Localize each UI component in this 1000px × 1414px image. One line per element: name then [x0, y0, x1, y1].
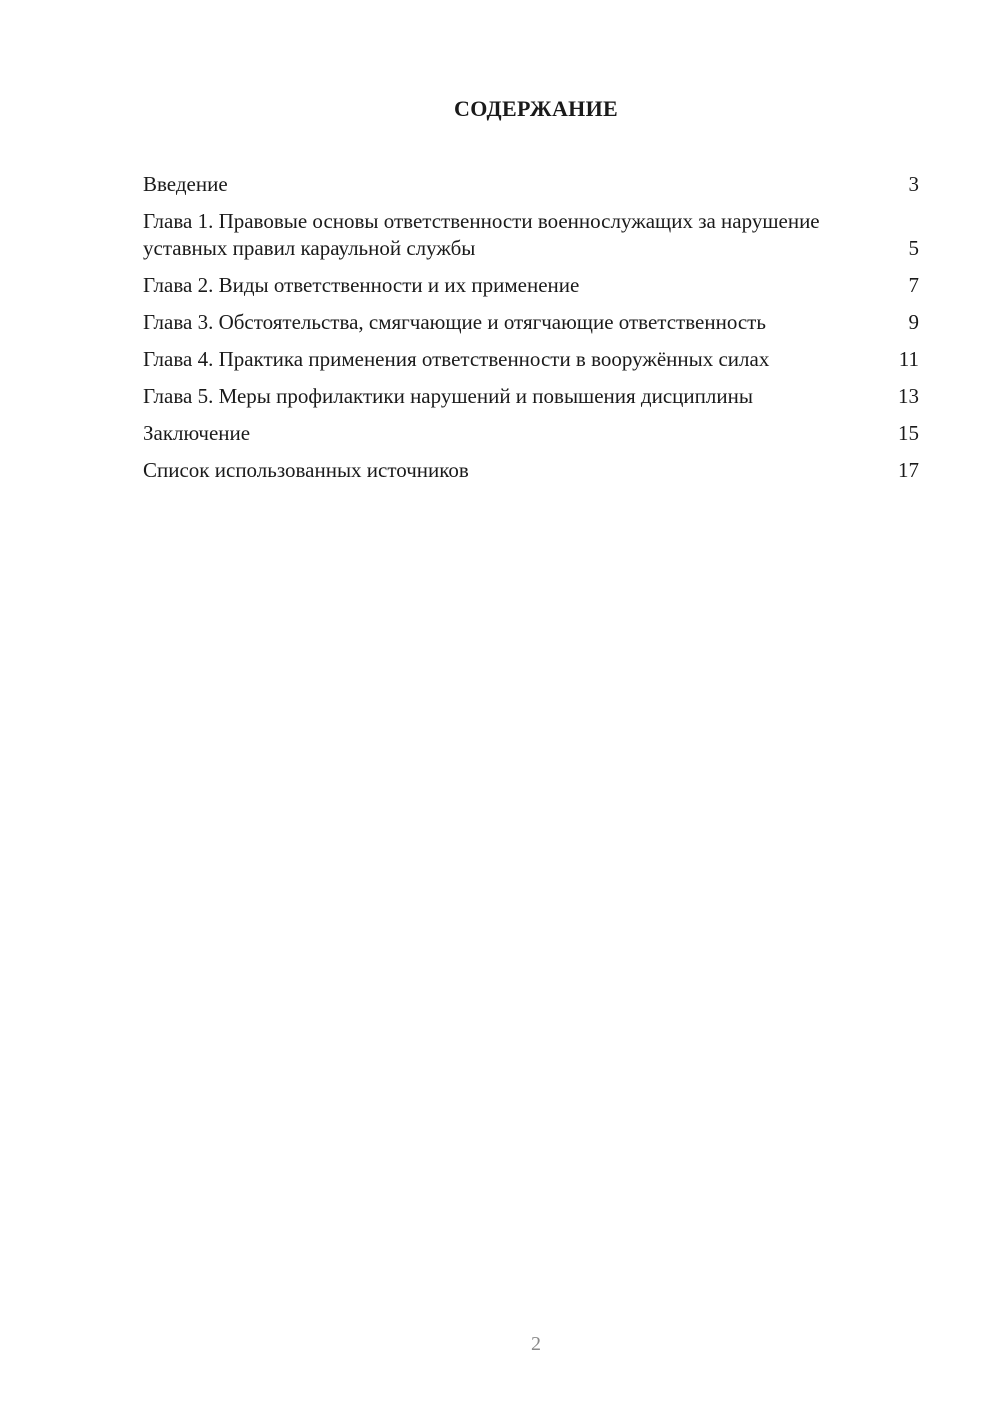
- toc-entry-label: Глава 3. Обстоятельства, смягчающие и отягчающие ответственность: [143, 310, 766, 334]
- table-of-contents: [143, 171, 919, 494]
- toc-entry-label: Глава 1. Правовые основы ответственности военнослужащих за нарушение уставных правил караульной службы: [143, 209, 820, 260]
- toc-entry-label: Заключение: [143, 421, 251, 445]
- toc-entry-chapter-2: [143, 272, 919, 299]
- toc-entry-page: 15: [898, 421, 919, 445]
- toc-entry-label: Глава 4. Практика применения ответственности в вооружённых силах: [143, 347, 770, 371]
- toc-entry-chapter-1: [143, 208, 919, 262]
- page-number: 2: [531, 1333, 541, 1355]
- toc-entry-chapter-5: [143, 383, 919, 410]
- toc-entry-label: Список использованных источников: [143, 458, 469, 482]
- toc-entry-page: 5: [908, 236, 919, 260]
- toc-entry-page: 13: [898, 384, 919, 408]
- toc-entry-references: [143, 457, 919, 484]
- toc-entry-page: 9: [908, 310, 919, 334]
- toc-entry-page: 17: [898, 458, 919, 482]
- toc-entry-label: Глава 5. Меры профилактики нарушений и повышения дисциплины: [143, 384, 753, 408]
- toc-entry-page: 7: [908, 273, 919, 297]
- toc-entry-chapter-4: [143, 346, 919, 373]
- toc-entry-chapter-3: [143, 309, 919, 336]
- toc-entry-conclusion: [143, 420, 919, 447]
- toc-entry-label: Введение: [143, 172, 228, 196]
- toc-entry-label: Глава 2. Виды ответственности и их применение: [143, 273, 580, 297]
- toc-entry-page: 3: [908, 172, 919, 196]
- toc-entry-page: 11: [898, 347, 919, 371]
- page-title: СОДЕРЖАНИЕ: [454, 96, 618, 121]
- toc-entry-introduction: [143, 171, 919, 198]
